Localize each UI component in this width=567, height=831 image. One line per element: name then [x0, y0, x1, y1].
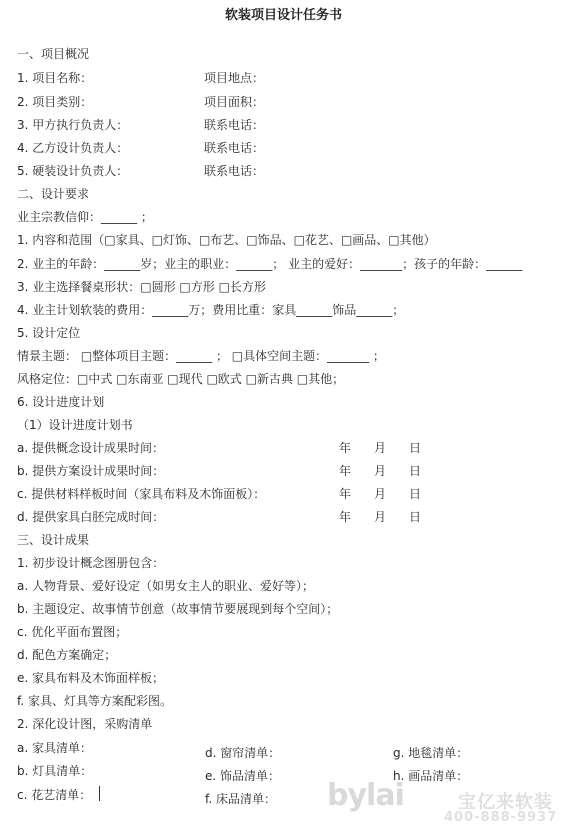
document-line: c. 提供材料样板时间（家具布料及木饰面板）：: [17, 487, 266, 501]
purchase-list-item: d. 窗帘清单：: [205, 746, 281, 760]
document-line: 4. 业主计划软装的费用：______万；费用比重：家具______饰品______；: [17, 303, 405, 317]
document-line: c. 优化平面布置图；: [17, 625, 128, 639]
date-year-label: 年: [339, 510, 352, 524]
purchase-list-item: e. 饰品清单：: [205, 769, 281, 783]
document-line: 1. 初步设计概念图册包含：: [17, 556, 165, 570]
document-line: d. 提供家具白胚完成时间：: [17, 510, 165, 524]
document-line: 2. 深化设计图，采购清单: [17, 717, 153, 731]
document-line: e. 家具布料及木饰面样板；: [17, 671, 165, 685]
document-line: 业主宗教信仰：______ ；: [17, 210, 153, 224]
project-field-label: 联系电话：: [204, 141, 265, 155]
document-line: d. 配色方案确定；: [17, 648, 117, 662]
purchase-list-item: g. 地毯清单：: [393, 746, 469, 760]
watermark-logo: bylai: [327, 778, 404, 813]
document-line: c. 花艺清单：: [17, 788, 92, 802]
document-line: b. 提供方案设计成果时间：: [17, 464, 165, 478]
date-year-label: 年: [339, 487, 352, 501]
date-day-label: 日: [409, 441, 422, 455]
date-day-label: 日: [409, 487, 422, 501]
document-line: 一、项目概况: [17, 47, 90, 61]
document-line: 风格定位：□中式 □东南亚 □现代 □欧式 □新古典 □其他；: [17, 372, 345, 386]
document-line: 2. 项目类别：: [17, 95, 93, 109]
document-line: 5. 硬装设计负责人：: [17, 164, 129, 178]
document-line: 6. 设计进度计划: [17, 395, 105, 409]
document-line: 3. 甲方执行负责人：: [17, 118, 129, 132]
date-month-label: 月: [374, 441, 387, 455]
date-year-label: 年: [339, 441, 352, 455]
date-month-label: 月: [374, 510, 387, 524]
date-day-label: 日: [409, 510, 422, 524]
document-line: 5. 设计定位: [17, 326, 81, 340]
document-line: b. 灯具清单：: [17, 764, 93, 778]
document-line: 1. 内容和范围（□家具、□灯饰、□布艺、□饰品、□花艺、□画品、□其他）: [17, 233, 436, 247]
document-line: 三、设计成果: [17, 533, 90, 547]
document-line: （1）设计进度计划书: [17, 418, 133, 432]
purchase-list-item: h. 画品清单：: [393, 769, 469, 783]
watermark-brand: 宝亿来软装: [458, 792, 553, 813]
document-line: a. 人物背景、爱好设定（如男女主人的职业、爱好等）；: [17, 579, 314, 593]
project-field-label: 项目地点：: [204, 71, 265, 85]
document-line: a. 提供概念设计成果时间：: [17, 441, 164, 455]
document-line: b. 主题设定、故事情节创意（故事情节要展现到每个空间）；: [17, 602, 339, 616]
document-line: a. 家具清单：: [17, 741, 92, 755]
document-line: 3. 业主选择餐桌形状：□圆形 □方形 □长方形: [17, 280, 266, 294]
document-line: f. 家具、灯具等方案配彩图。: [17, 694, 172, 708]
text-cursor: [99, 786, 100, 801]
date-year-label: 年: [339, 464, 352, 478]
project-field-label: 联系电话：: [204, 164, 265, 178]
project-field-label: 联系电话：: [204, 118, 265, 132]
date-month-label: 月: [374, 487, 387, 501]
date-day-label: 日: [409, 464, 422, 478]
document-line: 二、设计要求: [17, 187, 90, 201]
document-line: 1. 项目名称：: [17, 71, 93, 85]
document-line: 4. 乙方设计负责人：: [17, 141, 129, 155]
document-line: 情景主题： □整体项目主题：______ ； □具体空间主题：_______ ；: [17, 349, 385, 363]
document-line: 2. 业主的年龄：______岁；业主的职业：______； 业主的爱好：_______；孩子的年龄：______: [17, 257, 523, 271]
watermark-phone: 400-888-9937: [444, 810, 558, 825]
purchase-list-item: f. 床品清单：: [205, 792, 276, 806]
project-field-label: 项目面积：: [204, 95, 265, 109]
date-month-label: 月: [374, 464, 387, 478]
document-title: 软装项目设计任务书: [224, 8, 342, 23]
